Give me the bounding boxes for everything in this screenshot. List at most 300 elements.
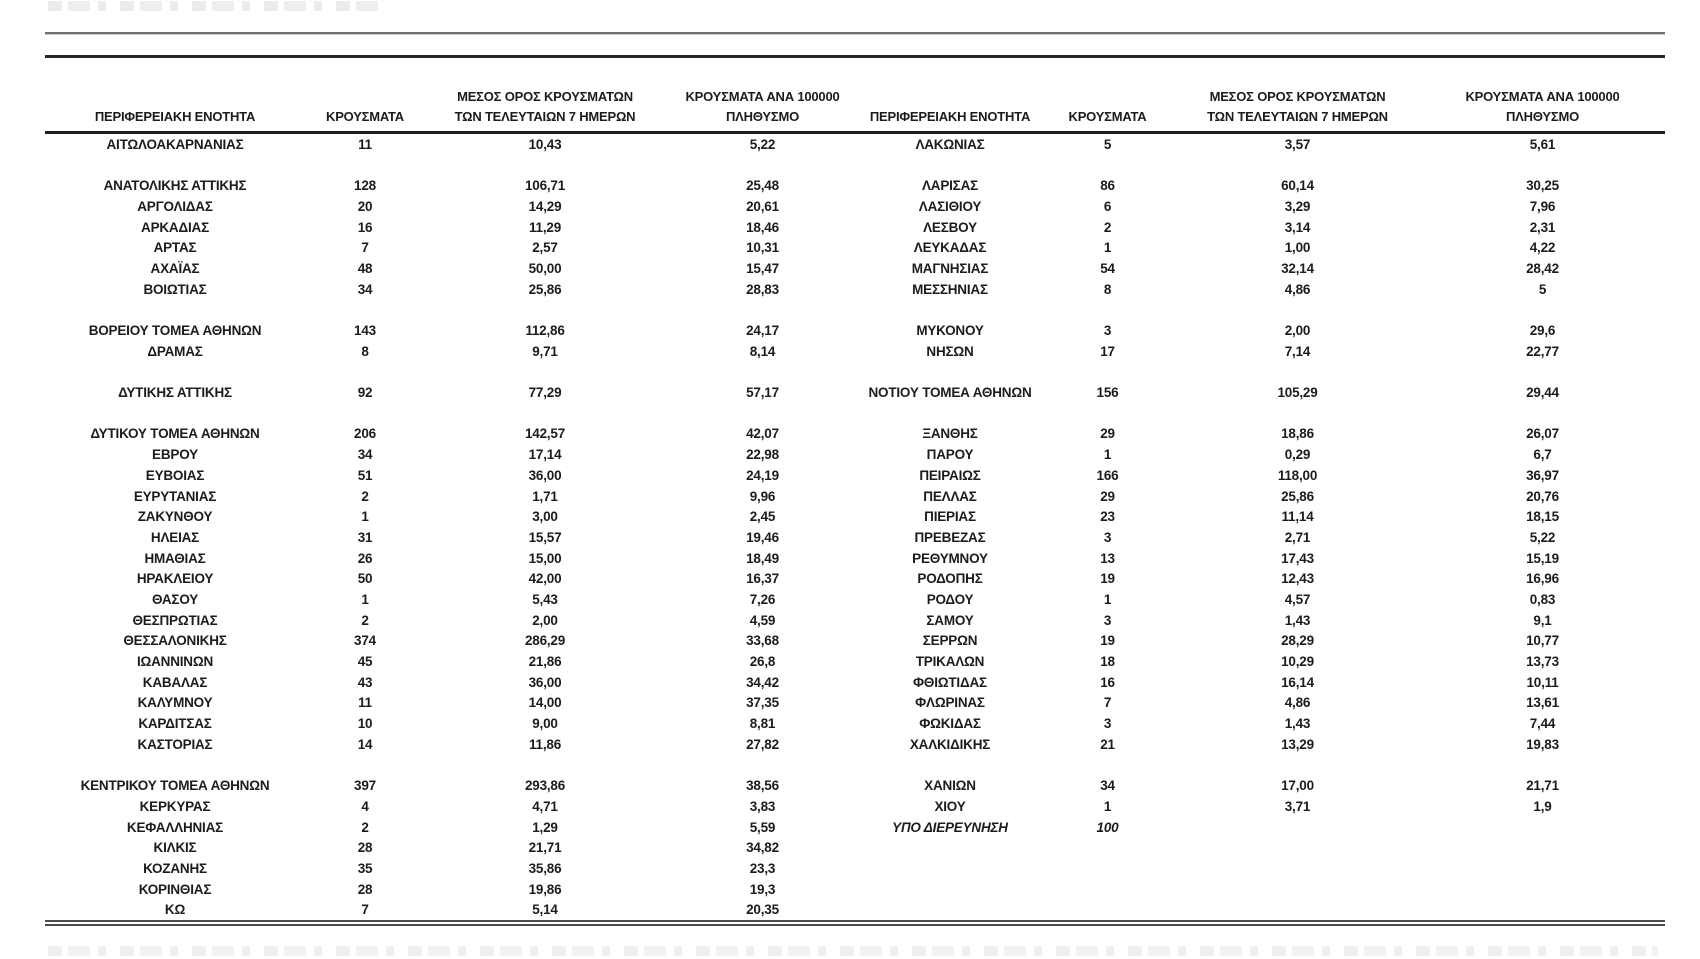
avg7-cell: 36,00 [528,467,562,483]
per100k-cell: 10,77 [1526,633,1559,649]
per100k-cell: 23,3 [749,860,776,876]
region-cell: ΡΟΔΟΥ [926,591,974,607]
table-row [45,672,1665,693]
cases-cell: 34 [357,281,373,297]
table-row [45,693,1665,714]
per100k-cell: 2,45 [749,509,776,525]
region-cell [45,403,305,424]
avg7-cell [1175,899,1420,920]
region-cell [860,155,1040,176]
per100k-cell: 29,6 [1529,323,1556,339]
region-cell: ΚΙΛΚΙΣ [153,840,197,856]
avg7-cell: 142,57 [524,426,566,442]
cases-cell [305,362,425,383]
cases-cell: 3 [1103,716,1112,732]
avg7-cell: 2,71 [1284,529,1311,545]
region-cell: ΚΩ [164,902,186,918]
avg7-cell: 4,71 [532,798,558,814]
per100k-cell: 22,77 [1526,343,1559,359]
cases-cell: 11 [358,695,372,711]
avg7-cell: 16,14 [1281,674,1314,690]
table-row [45,651,1665,672]
table-row [45,444,1665,465]
avg7-cell: 17,00 [1281,778,1314,794]
cases-cell: 1 [1103,240,1112,256]
cases-cell: 17 [1100,343,1115,359]
cases-cell: 34 [357,447,373,463]
region-cell: ΠΑΡΟΥ [926,447,974,463]
avg7-cell: 21,86 [528,654,562,670]
per100k-cell [665,300,860,321]
per100k-cell [1420,300,1665,321]
avg7-cell: 60,14 [1281,178,1314,194]
cases-cell: 4 [361,798,369,814]
per100k-cell [1420,403,1665,424]
avg7-cell [1175,755,1420,776]
table-row [45,568,1665,589]
per100k-cell [665,403,860,424]
avg7-cell: 11,29 [528,219,562,235]
cases-cell: 54 [1100,260,1115,276]
avg7-cell [1175,155,1420,176]
avg7-cell: 2,57 [532,240,558,256]
region-cell: ΠΕΛΛΑΣ [923,488,977,504]
per100k-cell: 18,49 [746,550,779,566]
avg7-cell [425,155,665,176]
cases-cell [1040,155,1175,176]
avg7-cell: 14,29 [528,198,562,214]
header-per100k-right: ΚΡΟΥΣΜΑΤΑ ΑΝΑ 100000 ΠΛΗΘΥΣΜΟ [1420,58,1665,133]
cases-cell: 50 [357,571,373,587]
region-cell: ΧΑΛΚΙΔΙΚΗΣ [909,736,991,752]
per100k-cell: 8,14 [749,343,776,359]
cases-cell: 2 [1103,219,1112,235]
avg7-cell: 32,14 [1281,260,1314,276]
cases-cell [1040,837,1175,858]
cases-cell [1040,403,1175,424]
cases-cell [305,300,425,321]
avg7-cell: 15,57 [528,529,562,545]
region-cell: ΧΙΟΥ [934,798,966,814]
table-row [45,631,1665,652]
cases-cell: 1 [361,591,369,607]
region-cell: ΛΑΚΩΝΙΑΣ [915,136,985,152]
per100k-cell [1420,755,1665,776]
table-row [45,424,1665,445]
cases-cell: 8 [1103,281,1112,297]
avg7-cell: 14,00 [528,695,562,711]
cases-cell: 28 [357,840,373,856]
region-cell: ΑΡΚΑΔΙΑΣ [141,219,209,235]
region-cell: ΗΛΕΙΑΣ [150,529,200,545]
per100k-cell: 16,96 [1526,571,1559,587]
region-cell: ΦΛΩΡΙΝΑΣ [915,695,985,711]
region-cell: ΑΡΤΑΣ [153,240,197,256]
region-cell: ΘΑΣΟΥ [151,591,199,607]
avg7-cell: 106,71 [524,178,566,194]
spacer-row [45,403,1665,424]
region-cell [45,300,305,321]
per100k-cell [1420,362,1665,383]
avg7-cell: 4,57 [1284,591,1311,607]
region-cell [860,899,1040,920]
cases-cell: 29 [1100,426,1115,442]
per100k-cell: 28,42 [1526,260,1559,276]
cases-cell: 21 [1100,736,1115,752]
avg7-cell: 9,71 [532,343,558,359]
cases-cell: 16 [357,219,373,235]
region-cell: ΚΑΒΑΛΑΣ [142,674,208,690]
per100k-cell: 8,81 [749,716,776,732]
per100k-cell: 26,07 [1526,426,1559,442]
avg7-cell: 2,00 [1284,323,1311,339]
per100k-cell [665,362,860,383]
spacer-row [45,755,1665,776]
cases-cell [1040,362,1175,383]
region-cell: ΚΑΛΥΜΝΟΥ [137,695,213,711]
region-cell: ΘΕΣΠΡΩΤΙΑΣ [132,612,218,628]
region-cell: ΔΥΤΙΚΟΥ ΤΟΜΕΑ ΑΘΗΝΩΝ [90,426,260,442]
per100k-cell: 13,73 [1526,654,1559,670]
region-cell: ΤΡΙΚΑΛΩΝ [915,654,985,670]
header-region-left: ΠΕΡΙΦΕΡΕΙΑΚΗ ΕΝΟΤΗΤΑ [45,58,305,133]
region-cell: ΠΕΙΡΑΙΩΣ [919,467,981,483]
cases-cell [305,155,425,176]
per100k-cell: 15,19 [1526,550,1559,566]
cases-cell: 3 [1103,323,1112,339]
table-row [45,133,1665,155]
region-cell: ΗΡΑΚΛΕΙΟΥ [136,571,214,587]
cases-cell: 10 [357,716,373,732]
cases-cell: 16 [1100,674,1115,690]
per100k-cell: 34,42 [746,674,779,690]
per100k-cell: 0,83 [1529,591,1556,607]
avg7-cell [1175,362,1420,383]
avg7-cell: 19,86 [528,881,562,897]
cases-cell: 7 [1103,695,1112,711]
cases-cell: 19 [1100,633,1115,649]
avg7-cell: 1,00 [1284,240,1311,256]
region-cell [45,155,305,176]
cases-cell: 1 [1103,798,1112,814]
cases-cell: 100 [1096,819,1119,835]
avg7-cell: 118,00 [1277,467,1318,483]
table-row [45,237,1665,258]
avg7-cell: 10,29 [1281,654,1314,670]
header-avg7-right: ΜΕΣΟΣ ΟΡΟΣ ΚΡΟΥΣΜΑΤΩΝ ΤΩΝ ΤΕΛΕΥΤΑΙΩΝ 7 ΗΜΕΡΩΝ [1175,58,1420,133]
cases-cell: 43 [357,674,373,690]
table-row [45,817,1665,838]
table-body [45,133,1665,921]
cases-cell: 1 [1103,591,1112,607]
avg7-cell: 13,29 [1281,736,1314,752]
cases-cell: 48 [357,260,373,276]
avg7-cell: 18,86 [1281,426,1314,442]
table-row [45,796,1665,817]
avg7-cell: 50,00 [528,260,562,276]
avg7-cell: 5,43 [532,591,558,607]
cases-cell: 3 [1103,612,1112,628]
per100k-cell: 38,56 [746,778,779,794]
region-cell: ΧΑΝΙΩΝ [924,778,976,794]
cases-cell: 206 [354,426,376,442]
cases-cell [1040,858,1175,879]
table-row [45,527,1665,548]
avg7-cell: 25,86 [528,281,562,297]
per100k-cell [665,755,860,776]
avg7-cell: 1,71 [532,488,558,504]
per100k-cell: 4,59 [749,612,776,628]
table-row [45,279,1665,300]
per100k-cell: 20,76 [1526,488,1559,504]
cases-cell: 1 [361,509,369,525]
avg7-cell: 15,00 [528,550,562,566]
avg7-cell: 77,29 [528,385,562,401]
per100k-cell: 27,82 [746,736,779,752]
region-cell [860,837,1040,858]
header-region-right: ΠΕΡΙΦΕΡΕΙΑΚΗ ΕΝΟΤΗΤΑ [860,58,1040,133]
per100k-cell: 5,22 [749,136,776,152]
per100k-cell [1420,155,1665,176]
cases-cell: 7 [361,240,369,256]
avg7-cell: 3,57 [1284,136,1311,152]
cases-cell: 1 [1103,447,1112,463]
avg7-cell: 28,29 [1281,633,1314,649]
region-cell: ΑΝΑΤΟΛΙΚΗΣ ΑΤΤΙΚΗΣ [103,178,247,194]
per100k-cell: 6,7 [1533,447,1552,463]
per100k-cell: 21,71 [1526,778,1559,794]
avg7-cell: 3,14 [1284,219,1311,235]
cases-cell: 2 [361,488,369,504]
per100k-cell [1420,879,1665,900]
cases-cell: 2 [361,612,369,628]
table-row [45,775,1665,796]
avg7-cell [425,403,665,424]
cases-cell [305,755,425,776]
regional-cases-table [45,58,1665,920]
per100k-cell: 3,83 [749,798,776,814]
per100k-cell: 4,22 [1529,240,1556,256]
table-row [45,382,1665,403]
avg7-cell: 21,71 [528,840,562,856]
cases-cell: 29 [1100,488,1115,504]
avg7-cell: 4,86 [1284,281,1311,297]
table-row [45,506,1665,527]
avg7-cell [1175,837,1420,858]
per100k-cell: 13,61 [1526,695,1559,711]
avg7-cell: 293,86 [524,778,566,794]
header-per100k-left: ΚΡΟΥΣΜΑΤΑ ΑΝΑ 100000 ΠΛΗΘΥΣΜΟ [665,58,860,133]
avg7-cell: 4,86 [1284,695,1311,711]
avg7-cell: 0,29 [1284,447,1311,463]
cases-cell: 3 [1103,529,1112,545]
region-cell: ΔΥΤΙΚΗΣ ΑΤΤΙΚΗΣ [118,385,232,401]
per100k-cell: 18,46 [746,219,779,235]
region-cell: ΛΑΣΙΘΙΟΥ [918,198,982,214]
cases-cell [1040,300,1175,321]
avg7-cell [1175,300,1420,321]
avg7-cell: 42,00 [528,571,562,587]
cases-cell: 11 [358,136,372,152]
per100k-cell: 26,8 [749,654,776,670]
header-cases-right: ΚΡΟΥΣΜΑΤΑ [1040,58,1175,133]
per100k-cell: 5,59 [749,819,776,835]
cases-cell: 6 [1103,198,1112,214]
region-cell: ΒΟΙΩΤΙΑΣ [143,281,207,297]
region-cell: ΖΑΚΥΝΘΟΥ [137,509,213,525]
region-cell [860,403,1040,424]
cropped-text-bottom [48,946,1658,956]
region-cell: ΑΙΤΩΛΟΑΚΑΡΝΑΝΙΑΣ [106,136,244,152]
per100k-cell: 20,61 [746,198,779,214]
region-cell: ΝΗΣΩΝ [926,343,974,359]
per100k-cell: 7,26 [749,591,776,607]
avg7-cell [1175,858,1420,879]
region-cell [860,300,1040,321]
spacer-row [45,362,1665,383]
table-row [45,320,1665,341]
per100k-cell: 57,17 [746,385,779,401]
avg7-cell: 36,00 [528,674,562,690]
cases-cell: 8 [361,343,369,359]
per100k-cell: 7,96 [1529,198,1556,214]
region-cell: ΜΑΓΝΗΣΙΑΣ [911,260,989,276]
avg7-cell: 10,43 [528,136,562,152]
avg7-cell [1175,817,1420,838]
avg7-cell [425,755,665,776]
per100k-cell: 10,11 [1526,674,1559,690]
region-cell: ΦΩΚΙΔΑΣ [919,716,981,732]
cases-cell: 18 [1100,654,1115,670]
per100k-cell: 15,47 [746,260,779,276]
table-row [45,486,1665,507]
region-cell [860,755,1040,776]
region-cell: ΒΟΡΕΙΟΥ ΤΟΜΕΑ ΑΘΗΝΩΝ [88,323,262,339]
table-row [45,341,1665,362]
per100k-cell: 20,35 [746,902,779,918]
region-cell: ΚΟΡΙΝΘΙΑΣ [138,881,212,897]
table-row [45,548,1665,569]
top-thin-rule [45,32,1665,35]
avg7-cell [1175,879,1420,900]
cases-cell: 13 [1100,550,1115,566]
per100k-cell: 5 [1538,281,1547,297]
region-cell: ΜΥΚΟΝΟΥ [916,323,984,339]
per100k-cell: 10,31 [746,240,779,256]
per100k-cell: 5,22 [1529,529,1556,545]
region-cell: ΝΟΤΙΟΥ ΤΟΜΕΑ ΑΘΗΝΩΝ [868,385,1032,401]
cases-cell: 397 [354,778,376,794]
region-cell [860,879,1040,900]
per100k-cell: 34,82 [746,840,779,856]
region-cell: ΘΕΣΣΑΛΟΝΙΚΗΣ [123,633,227,649]
cases-cell: 26 [357,550,373,566]
per100k-cell: 42,07 [746,426,779,442]
avg7-cell: 3,71 [1284,798,1311,814]
cases-cell: 35 [357,860,373,876]
table-row [45,465,1665,486]
cases-cell: 374 [354,633,376,649]
per100k-cell: 2,31 [1529,219,1556,235]
region-cell: ΡΟΔΟΠΗΣ [917,571,983,587]
avg7-cell: 11,86 [528,736,562,752]
region-cell: ΕΒΡΟΥ [152,447,198,463]
cases-cell: 51 [357,467,373,483]
avg7-cell: 11,14 [1281,509,1314,525]
avg7-cell: 7,14 [1284,343,1311,359]
per100k-cell [1420,837,1665,858]
per100k-cell: 22,98 [746,447,779,463]
region-cell [45,755,305,776]
cases-cell: 7 [361,902,369,918]
region-cell: ΣΑΜΟΥ [926,612,974,628]
avg7-cell: 5,14 [532,902,558,918]
region-cell: ΥΠΟ ΔΙΕΡΕΥΝΗΣΗ [892,819,1008,835]
region-cell: ΚΕΡΚΥΡΑΣ [139,798,211,814]
region-cell: ΙΩΑΝΝΙΝΩΝ [136,654,214,670]
avg7-cell: 112,86 [525,323,565,339]
avg7-cell: 286,29 [524,633,566,649]
avg7-cell: 17,14 [528,447,562,463]
table-row [45,610,1665,631]
region-cell [860,858,1040,879]
avg7-cell: 1,43 [1284,612,1311,628]
cases-cell [305,403,425,424]
per100k-cell: 25,48 [746,178,779,194]
region-cell: ΜΕΣΣΗΝΙΑΣ [912,281,988,297]
cases-cell: 19 [1100,571,1115,587]
cases-cell: 34 [1100,778,1115,794]
region-cell: ΠΡΕΒΕΖΑΣ [914,529,986,545]
cases-cell: 23 [1100,509,1115,525]
per100k-cell: 18,15 [1526,509,1559,525]
avg7-cell: 25,86 [1281,488,1314,504]
region-cell: ΚΑΣΤΟΡΙΑΣ [137,736,213,752]
cases-cell: 28 [357,881,373,897]
cases-cell: 128 [354,178,376,194]
region-cell: ΚΑΡΔΙΤΣΑΣ [138,716,212,732]
region-cell: ΡΕΘΥΜΝΟΥ [912,550,988,566]
per100k-cell: 5,61 [1529,136,1556,152]
region-cell: ΛΑΡΙΣΑΣ [921,178,979,194]
region-cell: ΦΘΙΩΤΙΔΑΣ [913,674,987,690]
table-row [45,879,1665,900]
per100k-cell: 36,97 [1526,467,1559,483]
table-row [45,196,1665,217]
region-cell: ΔΡΑΜΑΣ [147,343,203,359]
spacer-row [45,300,1665,321]
per100k-cell: 37,35 [746,695,779,711]
cases-cell: 156 [1096,385,1119,401]
region-cell: ΕΥΒΟΙΑΣ [145,467,205,483]
table-row [45,837,1665,858]
cases-cell: 14 [357,736,373,752]
per100k-cell [1420,817,1665,838]
per100k-cell: 24,17 [746,323,779,339]
table-row [45,589,1665,610]
avg7-cell: 3,29 [1284,198,1311,214]
table-row [45,734,1665,755]
avg7-cell: 17,43 [1281,550,1314,566]
table-row [45,899,1665,920]
per100k-cell [1420,858,1665,879]
cases-cell: 143 [354,323,376,339]
per100k-cell: 29,44 [1526,385,1559,401]
region-cell: ΗΜΑΘΙΑΣ [144,550,206,566]
avg7-cell: 2,00 [532,612,558,628]
avg7-cell: 1,43 [1284,716,1311,732]
avg7-cell: 12,43 [1281,571,1314,587]
